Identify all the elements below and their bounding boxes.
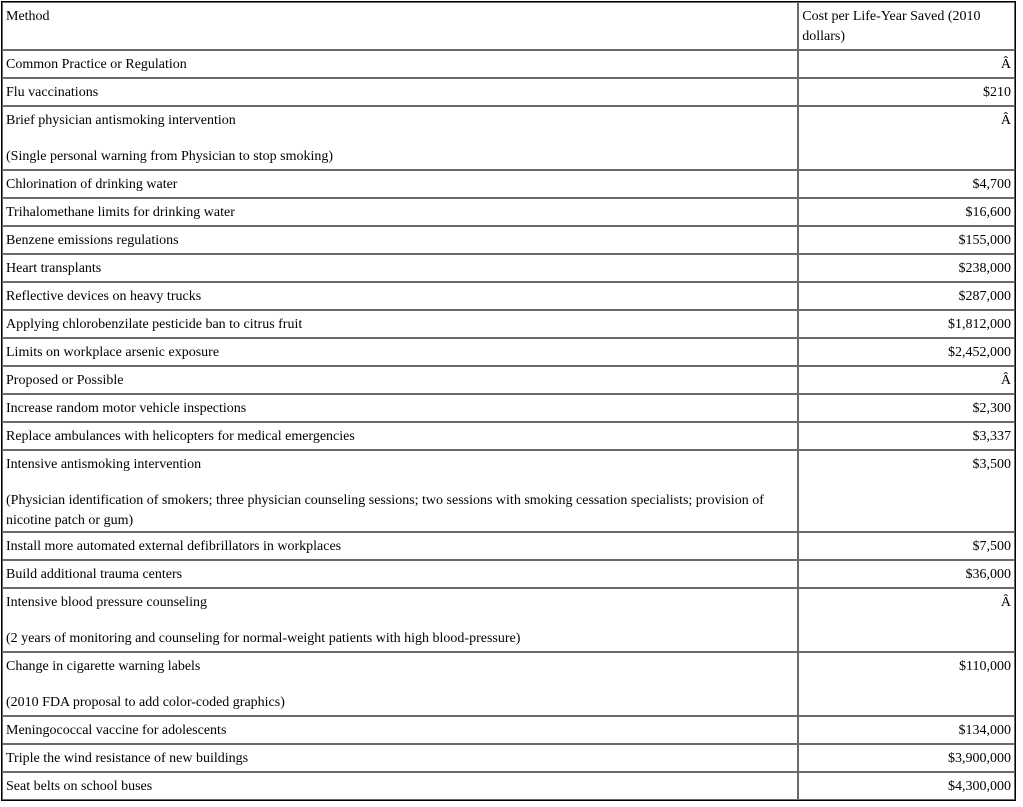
method-label: Change in cigarette warning labels <box>6 659 201 674</box>
header-row <box>2 2 1015 50</box>
cost-cell: $4,300,000 <box>798 772 1015 800</box>
method-label: Increase random motor vehicle inspections <box>6 401 247 416</box>
method-note: (Physician identification of smokers; three physician counseling sessions; two sessions with smoking cessation specialists; provision of nicotine patch or gum) <box>6 493 764 528</box>
method-label: Limits on workplace arsenic exposure <box>6 345 220 360</box>
table-row <box>2 422 1015 450</box>
table-row <box>2 772 1015 800</box>
method-label: Install more automated external defibrillators in workplaces <box>6 539 342 554</box>
method-label: Proposed or Possible <box>6 373 124 388</box>
method-cell <box>2 394 798 422</box>
cost-cell: Â <box>798 588 1015 652</box>
method-cell <box>2 50 798 78</box>
table-row <box>2 198 1015 226</box>
method-column-header: Method <box>2 2 798 50</box>
table-row <box>2 106 1015 170</box>
cost-cell: Â <box>798 106 1015 170</box>
method-note: (2 years of monitoring and counseling for normal-weight patients with high blood-pressure) <box>6 631 521 646</box>
method-cell <box>2 772 798 800</box>
table-row <box>2 50 1015 78</box>
method-label: Heart transplants <box>6 261 102 276</box>
method-label: Flu vaccinations <box>6 85 99 100</box>
method-cell <box>2 532 798 560</box>
method-note: (Single personal warning from Physician to stop smoking) <box>6 149 334 164</box>
table-row <box>2 560 1015 588</box>
cost-cell: $238,000 <box>798 254 1015 282</box>
method-cell <box>2 588 798 652</box>
cost-cell: Â <box>798 366 1015 394</box>
table-row <box>2 282 1015 310</box>
cost-column-header: Cost per Life-Year Saved (2010 dollars) <box>798 2 1015 50</box>
table-row <box>2 716 1015 744</box>
cost-cell: $155,000 <box>798 226 1015 254</box>
method-label: Benzene emissions regulations <box>6 233 179 248</box>
method-label: Seat belts on school buses <box>6 779 153 794</box>
method-cell <box>2 560 798 588</box>
method-label: Trihalomethane limits for drinking water <box>6 205 235 220</box>
table-row <box>2 652 1015 716</box>
cost-cell: $4,700 <box>798 170 1015 198</box>
table-row <box>2 532 1015 560</box>
cost-cell: $110,000 <box>798 652 1015 716</box>
cost-cell: $210 <box>798 78 1015 106</box>
table-row <box>2 78 1015 106</box>
method-cell <box>2 422 798 450</box>
cost-cell: $3,900,000 <box>798 744 1015 772</box>
table-row <box>2 450 1015 532</box>
method-cell <box>2 198 798 226</box>
cost-cell: $2,452,000 <box>798 338 1015 366</box>
method-label: Intensive antismoking intervention <box>6 457 202 472</box>
method-label: Reflective devices on heavy trucks <box>6 289 202 304</box>
method-cell <box>2 366 798 394</box>
method-cell <box>2 450 798 532</box>
cost-cell: $287,000 <box>798 282 1015 310</box>
cost-cell: $2,300 <box>798 394 1015 422</box>
table-row <box>2 338 1015 366</box>
table-row <box>2 170 1015 198</box>
method-cell <box>2 78 798 106</box>
method-label: Common Practice or Regulation <box>6 57 187 72</box>
method-label: Chlorination of drinking water <box>6 177 178 192</box>
method-cell <box>2 106 798 170</box>
cost-per-life-year-table <box>1 1 1016 801</box>
method-cell <box>2 282 798 310</box>
cost-cell: $16,600 <box>798 198 1015 226</box>
cost-cell: $3,337 <box>798 422 1015 450</box>
method-cell <box>2 716 798 744</box>
cost-cell: $3,500 <box>798 450 1015 532</box>
method-cell <box>2 310 798 338</box>
method-cell <box>2 170 798 198</box>
cost-cell: $134,000 <box>798 716 1015 744</box>
method-cell <box>2 338 798 366</box>
method-label: Triple the wind resistance of new buildings <box>6 751 249 766</box>
cost-cell: $36,000 <box>798 560 1015 588</box>
table-row <box>2 394 1015 422</box>
method-label: Applying chlorobenzilate pesticide ban to citrus fruit <box>6 317 303 332</box>
method-label: Meningococcal vaccine for adolescents <box>6 723 227 738</box>
cost-cell: Â <box>798 50 1015 78</box>
method-cell <box>2 254 798 282</box>
method-cell <box>2 226 798 254</box>
table-row <box>2 366 1015 394</box>
cost-cell: $7,500 <box>798 532 1015 560</box>
table-row <box>2 310 1015 338</box>
method-cell <box>2 744 798 772</box>
table-row <box>2 744 1015 772</box>
method-label: Build additional trauma centers <box>6 567 183 582</box>
table-row <box>2 226 1015 254</box>
table-row <box>2 254 1015 282</box>
table-row <box>2 588 1015 652</box>
method-label: Brief physician antismoking intervention <box>6 113 236 128</box>
method-cell <box>2 652 798 716</box>
method-note: (2010 FDA proposal to add color-coded graphics) <box>6 695 285 710</box>
cost-cell: $1,812,000 <box>798 310 1015 338</box>
method-label: Intensive blood pressure counseling <box>6 595 208 610</box>
method-label: Replace ambulances with helicopters for medical emergencies <box>6 429 355 444</box>
